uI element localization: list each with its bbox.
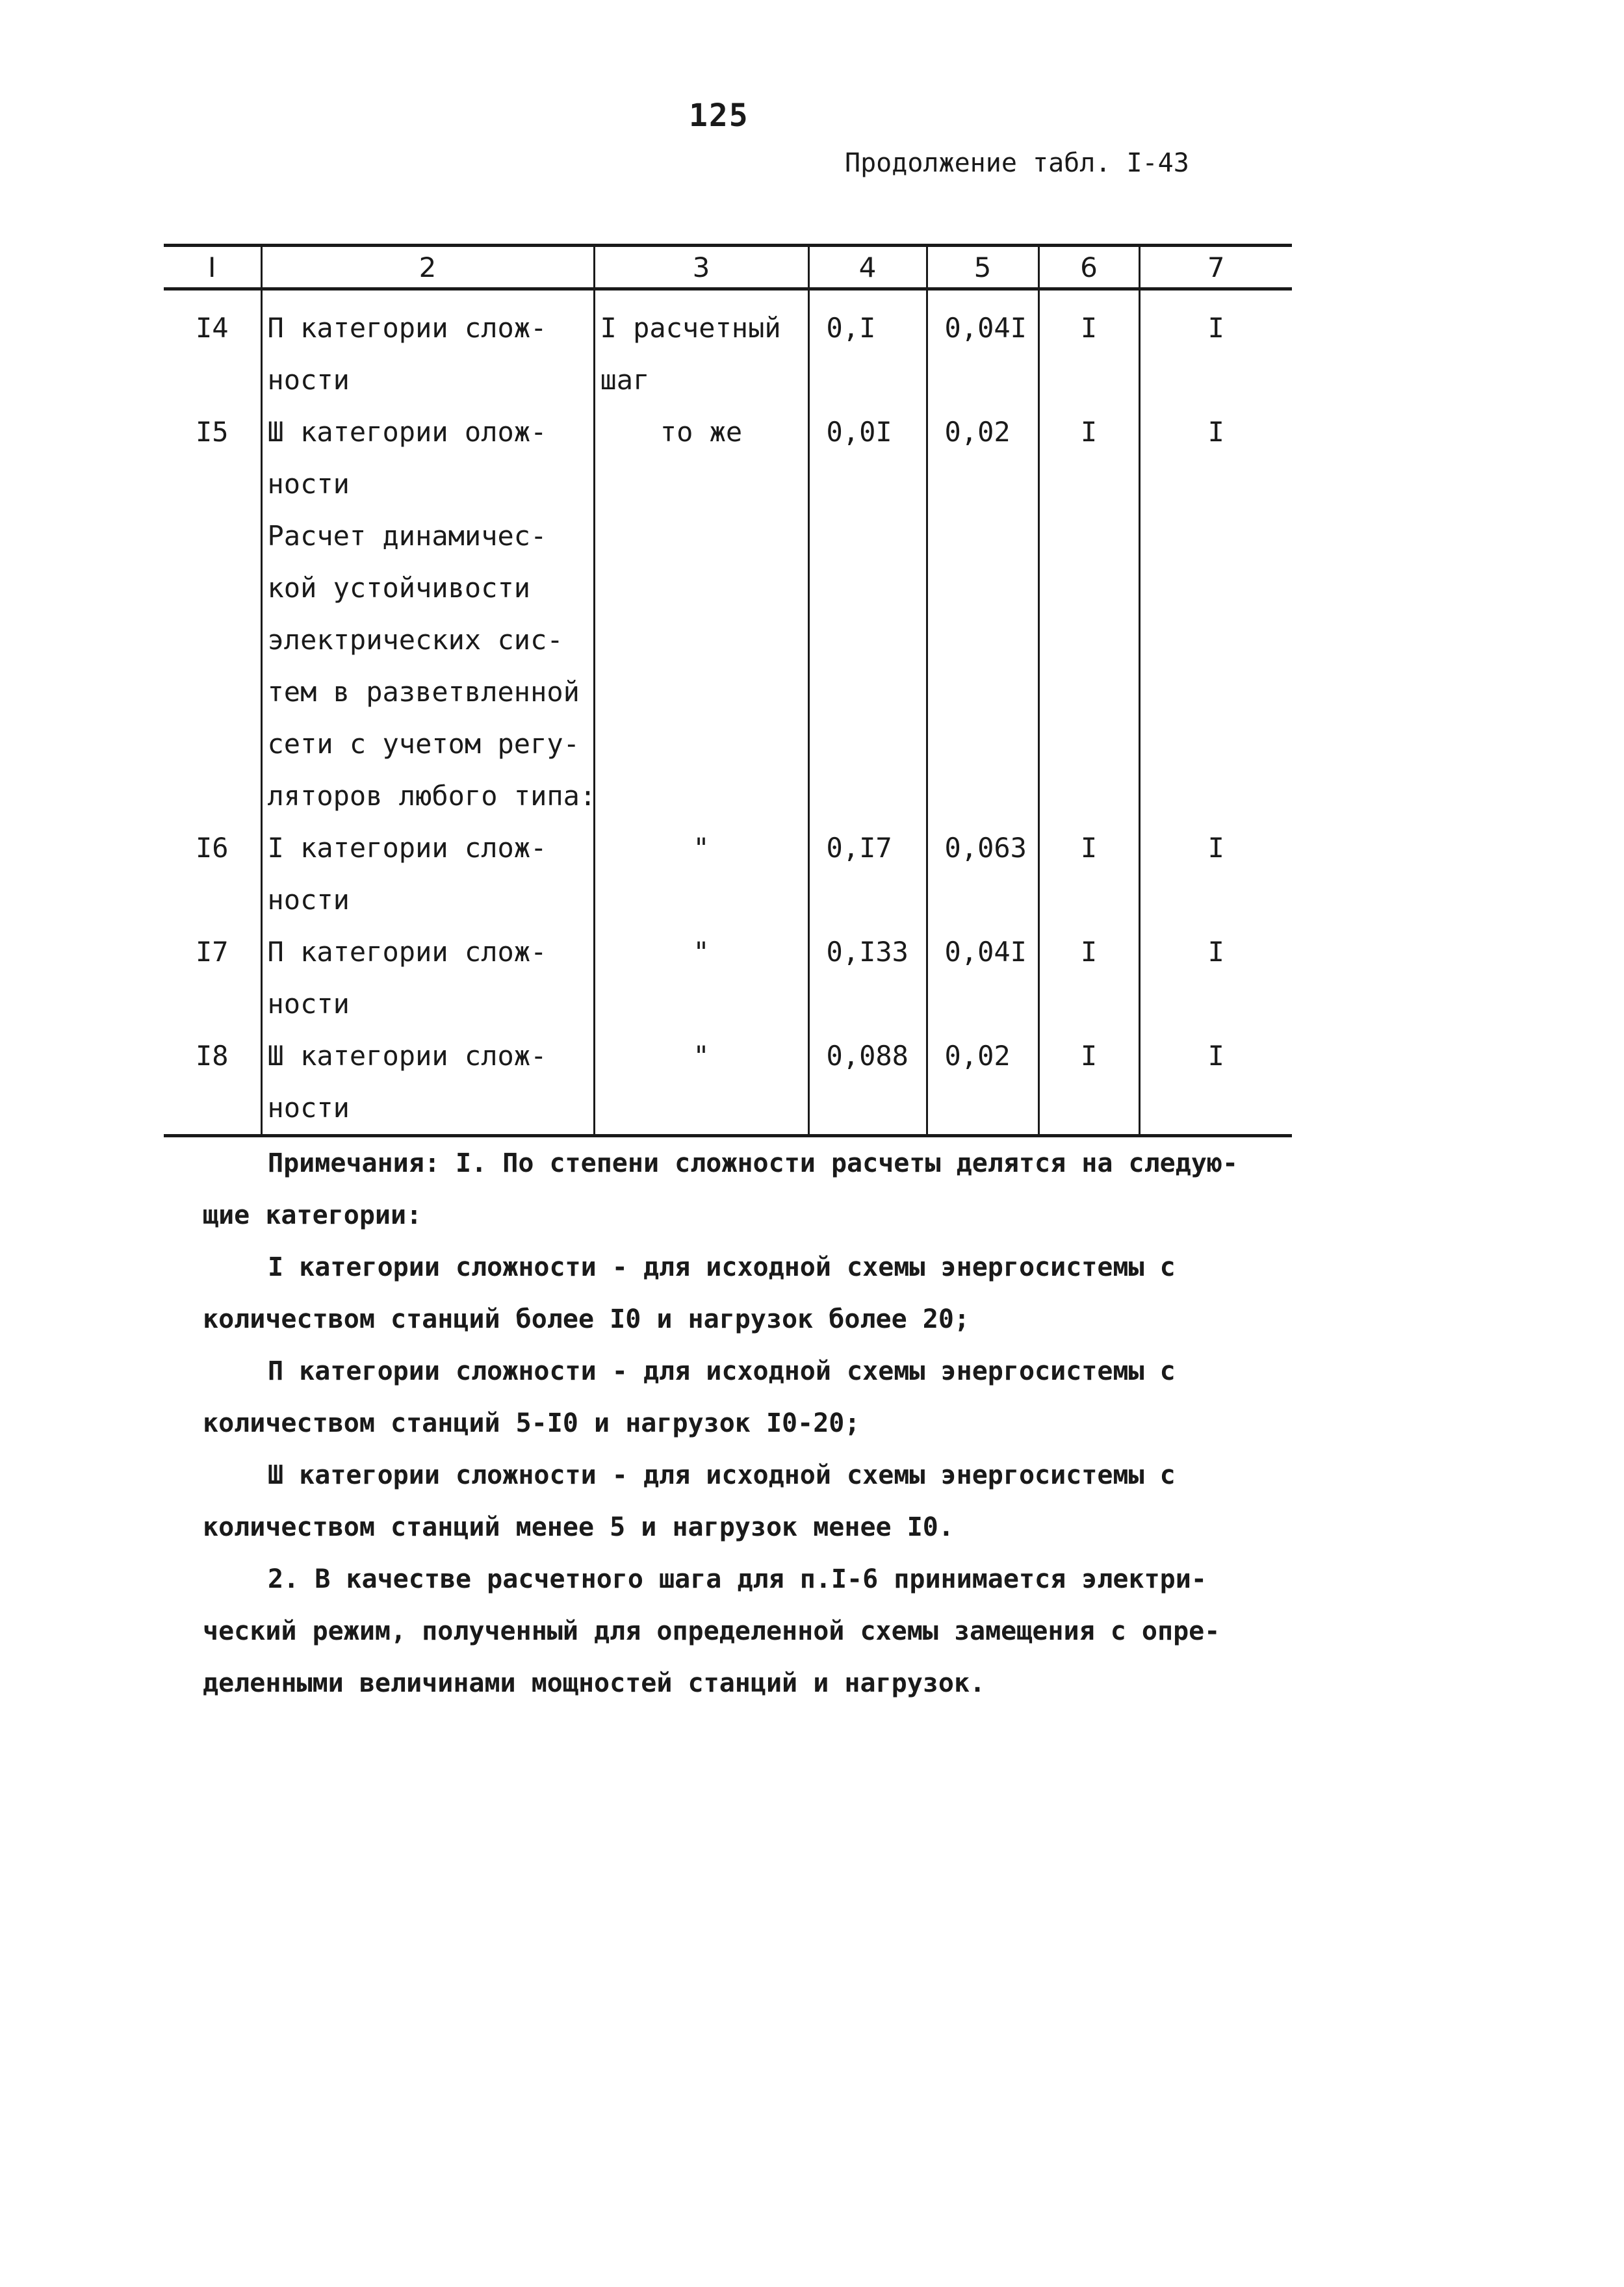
step-line: " [693, 832, 710, 864]
table-row [164, 926, 1292, 1030]
step-line: " [693, 936, 710, 968]
description-line: Ш категории олож- [267, 416, 547, 448]
page-number: 125 [689, 97, 749, 134]
value-cell: 0,088 [808, 1030, 927, 1136]
table-row [164, 822, 1292, 926]
value-cell: 0,I33 [808, 926, 927, 1030]
value-cell: I [1038, 406, 1139, 510]
value-cell: I [1139, 926, 1292, 1030]
notes-section [203, 1137, 1295, 1709]
note-line: 2. В качестве расчетного шага для п.I-6 принимается электри- [268, 1564, 1207, 1594]
description-cell [261, 1030, 594, 1136]
description-cell [261, 510, 597, 822]
description-line: сети с учетом регу- [267, 728, 580, 760]
value-cell [1038, 510, 1139, 822]
note-line: количеством станций менее 5 и нагрузок менее I0. [203, 1512, 954, 1542]
value-cell: 0,02 [927, 406, 1038, 510]
value-cell: 0,I7 [808, 822, 927, 926]
value-cell [1139, 510, 1292, 822]
description-line: I категории слож- [267, 832, 547, 864]
step-cell [594, 510, 808, 822]
description-line: кой устойчивости [267, 572, 531, 604]
description-cell [261, 822, 594, 926]
note-line: ческий режим, полученный для определенной схемы замещения с опре- [203, 1616, 1220, 1646]
description-line: П категории слож- [267, 312, 547, 344]
note-line: щие категории: [203, 1200, 422, 1230]
column-header: 4 [808, 246, 927, 289]
note-line: количеством станций 5-I0 и нагрузок I0-20; [203, 1408, 860, 1438]
value-cell: 0,0I [808, 406, 927, 510]
value-cell: 0,I [808, 289, 927, 407]
note-line: деленными величинами мощностей станций и нагрузок. [203, 1668, 986, 1698]
column-header: 5 [927, 246, 1038, 289]
column-header: 7 [1139, 246, 1292, 289]
step-line: то же [660, 416, 743, 448]
table-row [164, 289, 1292, 407]
column-header: 2 [261, 246, 594, 289]
table-continuation-label: Продолжение табл. I-43 [845, 148, 1189, 178]
value-cell: I [1139, 406, 1292, 510]
value-cell: I [1139, 1030, 1292, 1136]
description-line: ности [267, 988, 350, 1020]
note-line: П категории сложности - для исходной схемы энергосистемы с [268, 1356, 1176, 1386]
note-line: I категории сложности - для исходной схемы энергосистемы с [268, 1252, 1176, 1282]
description-line: ности [267, 364, 350, 396]
value-cell: 0,02 [927, 1030, 1038, 1136]
row-number-cell [164, 510, 261, 822]
value-cell [927, 510, 1038, 822]
description-cell [261, 926, 594, 1030]
column-header: 6 [1038, 246, 1139, 289]
value-cell: I [1038, 289, 1139, 407]
description-line: электрических сис- [267, 624, 563, 656]
description-line: Ш категории слож- [267, 1040, 547, 1072]
step-cell [594, 1030, 808, 1136]
value-cell: I [1038, 926, 1139, 1030]
data-table-container [164, 244, 1292, 1137]
table-row [164, 510, 1292, 822]
value-cell: 0,04I [927, 289, 1038, 407]
data-table [164, 244, 1292, 1137]
value-cell: 0,063 [927, 822, 1038, 926]
description-line: тем в разветвленной [267, 676, 580, 708]
step-line: шаг [600, 364, 650, 396]
step-cell [594, 822, 808, 926]
column-header: I [164, 246, 261, 289]
description-line: ности [267, 468, 350, 500]
note-line: количеством станций более I0 и нагрузок более 20; [203, 1304, 970, 1334]
description-cell [261, 406, 594, 510]
value-cell: I [1038, 822, 1139, 926]
table-row [164, 1030, 1292, 1136]
step-cell [594, 406, 808, 510]
description-line: ности [267, 1092, 350, 1124]
description-line: П категории слож- [267, 936, 547, 968]
row-number-cell: I7 [195, 936, 229, 968]
note-line: Ш категории сложности - для исходной схемы энергосистемы с [268, 1460, 1176, 1490]
table-row [164, 406, 1292, 510]
step-line: I расчетный [600, 312, 781, 344]
value-cell: I [1038, 1030, 1139, 1136]
value-cell [808, 510, 927, 822]
table-body [164, 289, 1292, 1136]
row-number-cell: I6 [195, 832, 229, 864]
description-line: ляторов любого типа: [267, 780, 597, 812]
table-header-row [164, 246, 1292, 289]
step-cell [594, 926, 808, 1030]
row-number-cell: I8 [164, 1030, 261, 1136]
value-cell: 0,04I [927, 926, 1038, 1030]
description-cell [261, 289, 594, 407]
row-number-cell: I5 [195, 416, 229, 448]
value-cell: I [1139, 289, 1292, 407]
step-line: " [693, 1040, 710, 1072]
value-cell: I [1139, 822, 1292, 926]
description-line: Расчет динамичес- [267, 520, 547, 552]
description-line: ности [267, 884, 350, 916]
step-cell [594, 289, 808, 407]
note-line: Примечания: I. По степени сложности расчеты делятся на следую- [268, 1148, 1239, 1178]
row-number-cell: I4 [195, 312, 229, 344]
column-header: 3 [594, 246, 808, 289]
